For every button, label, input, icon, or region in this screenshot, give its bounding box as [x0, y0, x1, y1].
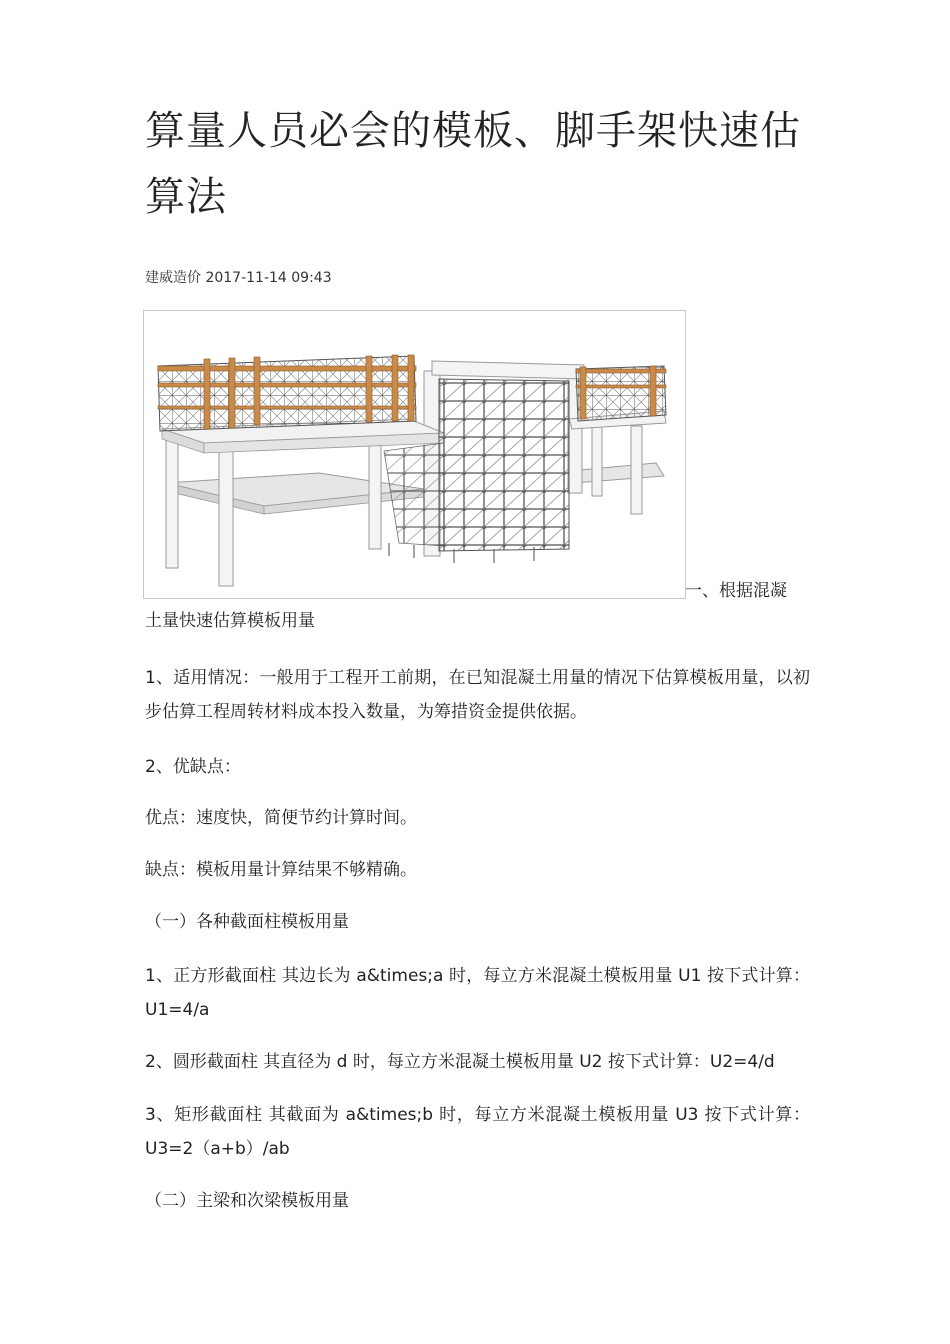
subheading-column-formwork: （一）各种截面柱模板用量 — [145, 912, 349, 932]
article-meta — [145, 269, 332, 287]
building-formwork-scaffold-icon — [144, 311, 685, 598]
paragraph-rect-column: 3、矩形截面柱 其截面为 a&times;b 时，每立方米混凝土模板用量 U3 按下式计算：U3=2（a+b）/ab — [145, 1105, 810, 1159]
paragraph-pros-cons: 2、优缺点： — [145, 757, 241, 777]
article-source: 建威造价 — [145, 270, 201, 286]
paragraph-round-column: 2、圆形截面柱 其直径为 d 时，每立方米混凝土模板用量 U2 按下式计算：U2=4/d — [145, 1052, 775, 1072]
paragraph-pros: 优点：速度快，简便节约计算时间。 — [145, 808, 417, 828]
paragraph-applicability: 1、适用情况：一般用于工程开工前期，在已知混凝土用量的情况下估算模板用量，以初步估算工程周转材料成本投入数量，为筹措资金提供依据。 — [145, 668, 810, 722]
section1-heading-rest: 土量快速估算模板用量 — [145, 611, 315, 631]
paragraph-cons: 缺点：模板用量计算结果不够精确。 — [145, 860, 417, 880]
formwork-scaffold-illustration — [143, 310, 686, 599]
subheading-beam-formwork: （二）主梁和次梁模板用量 — [145, 1191, 349, 1211]
section1-heading-start: 一、根据混凝 — [685, 581, 787, 601]
paragraph-square-column: 1、正方形截面柱 其边长为 a&times;a 时，每立方米混凝土模板用量 U1 按下式计算：U1=4/a — [145, 966, 810, 1020]
article-datetime: 2017-11-14 09:43 — [205, 270, 332, 286]
article-title: 算量人员必会的模板、脚手架快速估算法 — [145, 108, 801, 220]
